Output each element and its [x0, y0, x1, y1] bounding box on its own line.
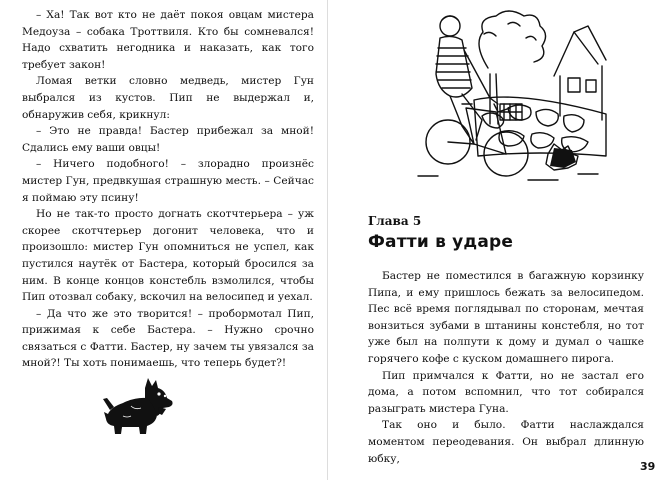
- paragraph: Пип примчался к Фатти, но не застал его дома, а потом вспомнил, что тот собирался разыграть мистера Гуна.: [368, 369, 644, 415]
- paragraph: Бастер не поместился в багажную корзинку Пипа, и ему пришлось бежать за велосипедом. Пес всё время поглядывал по сторонам, мечтая вонзиться зубами в штанины констебля, но тот уже был на полпути к дому и думал о чашке горячего кофе с куском домашнего пирога.: [368, 270, 644, 365]
- paragraph: Но не так-то просто догнать скотчтерьера – уж скорее скотчтерьер догонит человека, что и произошло: мистер Гун опомниться не успел, как пустился наутёк от Бастера, который бросился за ним. В конце концов констебль взмолился, чтобы Пип отозвал собаку, вскочил на велосипед и уехал.: [22, 208, 314, 304]
- paragraph: – Это не правда! Бастер прибежал за мной! Сдались ему ваши овцы!: [22, 125, 314, 154]
- chapter-label: Глава 5: [368, 214, 422, 228]
- chapter-title: Фатти в ударе: [368, 232, 514, 252]
- paragraph: – Ничего подобного! – злорадно произнёс мистер Гун, предвкушая страшную месть. – Сейчас я поймаю эту псину!: [22, 158, 314, 204]
- paragraph: Так оно и было. Фатти наслаждался моментом переодевания. Он выбрал длинную юбку,: [368, 419, 644, 465]
- right-page: [328, 0, 656, 480]
- scottie-dog-illustration: [101, 372, 185, 438]
- paragraph: – Да что же это творится! – пробормотал Пип, прижимая к себе Бастера. – Нужно срочно связаться с Фатти. Бастер, ну зачем ты увязался за мной?! Ты хоть понимаешь, что теперь будет?!: [22, 307, 314, 370]
- left-page-text: [22, 7, 314, 372]
- cyclist-illustration: [378, 4, 608, 194]
- paragraph: – Ха! Так вот кто не даёт покоя овцам мистера Медоуза – собака Троттвиля. Кто бы сомневался! Надо схватить негодника и наказать, как того требует закон!: [22, 9, 314, 71]
- paragraph: Ломая ветки словно медведь, мистер Гун выбрался из кустов. Пип не выдержал и, обнаружив себя, крикнул:: [22, 75, 314, 121]
- right-page-text: [368, 268, 644, 467]
- page-number: 39: [640, 460, 656, 473]
